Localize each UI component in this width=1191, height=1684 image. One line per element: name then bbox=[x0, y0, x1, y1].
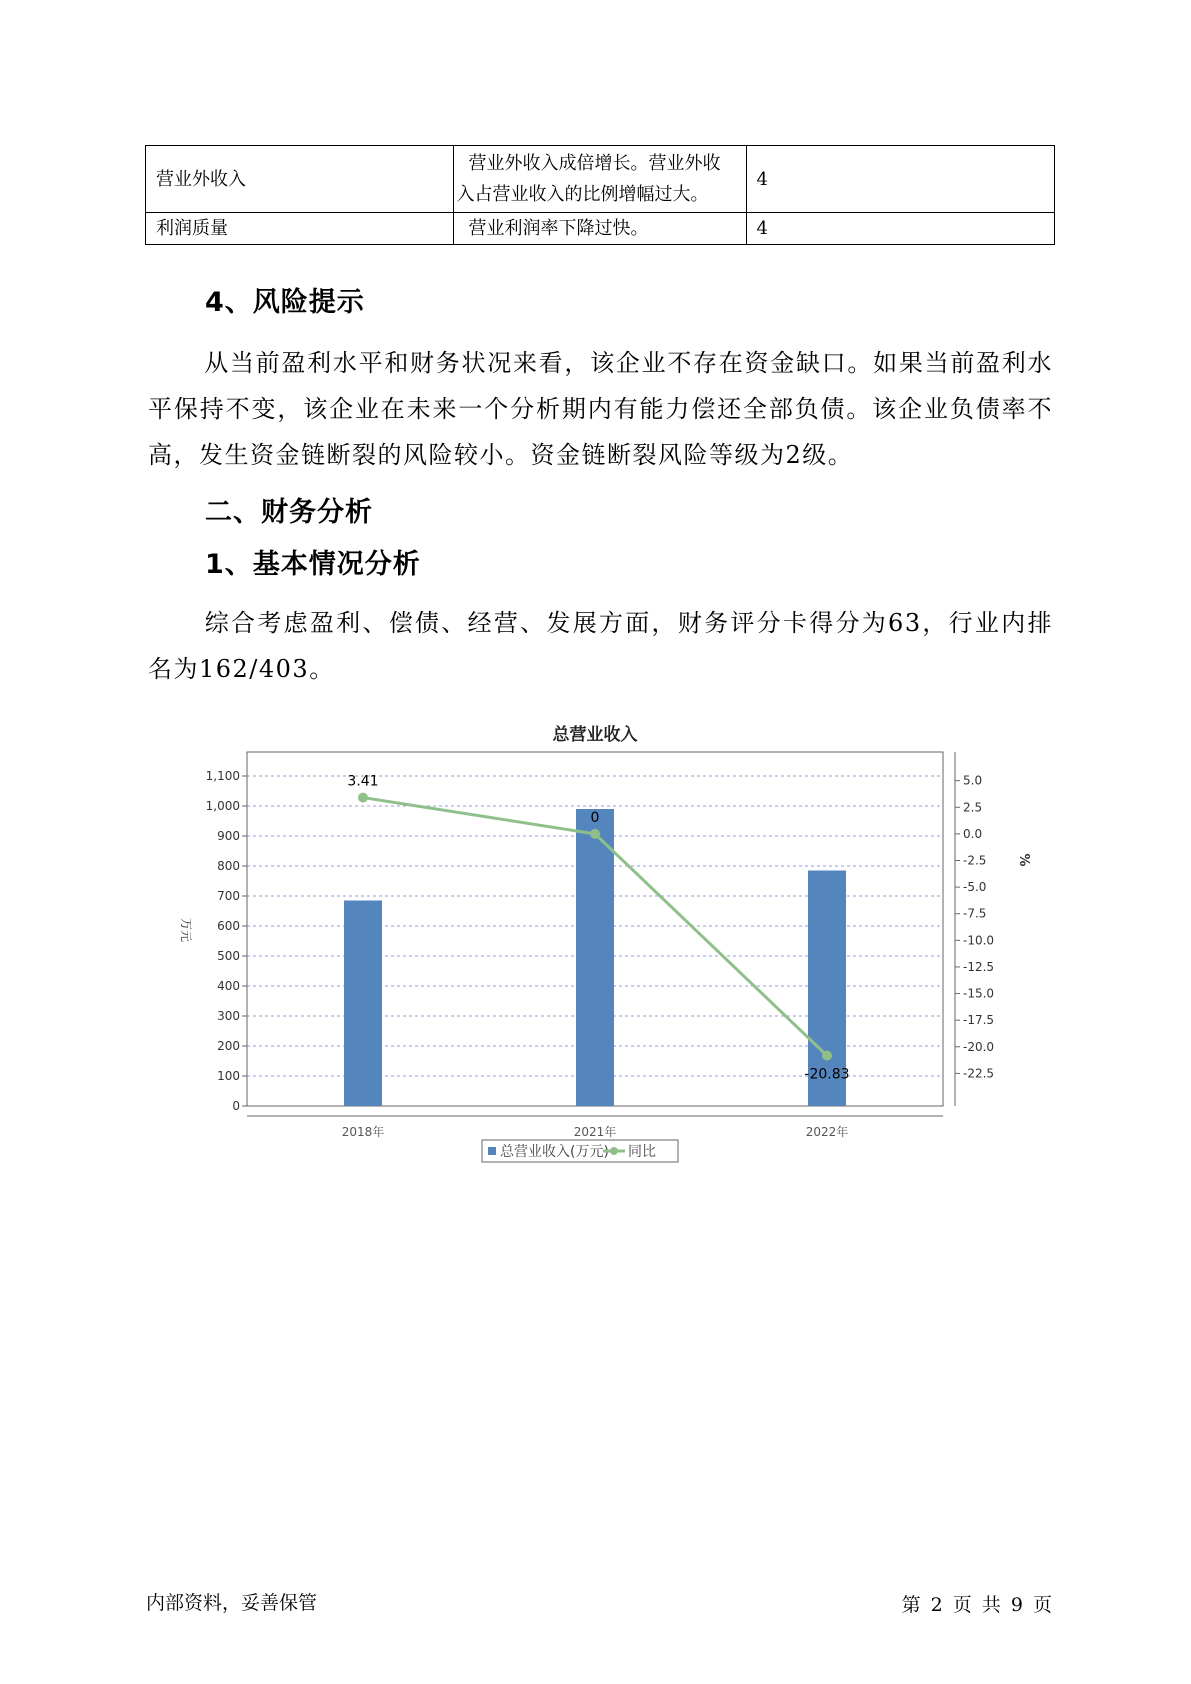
table-cell-item: 营业外收入 bbox=[146, 146, 454, 213]
y-tick-label: 200 bbox=[217, 1039, 240, 1053]
y-tick-label: 0 bbox=[232, 1099, 240, 1113]
page-number: 第 2 页 共 9 页 bbox=[901, 1594, 1054, 1616]
y-tick-label: 300 bbox=[217, 1009, 240, 1023]
y2-tick-label: -15.0 bbox=[963, 986, 995, 1001]
table-row bbox=[146, 146, 1055, 213]
legend-bar-swatch bbox=[488, 1147, 496, 1155]
x-tick-label: 2021年 bbox=[573, 1125, 617, 1139]
x-tick-label: 2018年 bbox=[341, 1125, 385, 1139]
desc-line: 入占营业收入的比例增幅过大。 bbox=[456, 184, 709, 205]
legend-line-label: 同比 bbox=[628, 1144, 656, 1160]
y-tick-label: 800 bbox=[217, 859, 240, 873]
y2-tick-label: -17.5 bbox=[963, 1013, 995, 1028]
y-tick-label: 400 bbox=[217, 979, 240, 993]
finance-paragraph-text: 综合考虑盈利、偿债、经营、发展方面，财务评分卡得分为63，行业内排名为162/403。 bbox=[148, 609, 1053, 683]
x-tick-label: 2022年 bbox=[805, 1125, 849, 1139]
data-label: 3.41 bbox=[347, 773, 379, 790]
y-tick-label: 100 bbox=[217, 1069, 240, 1083]
legend-line-marker bbox=[610, 1147, 618, 1155]
desc-line: 营业利润率下降过快。 bbox=[468, 217, 649, 239]
footer-note: 内部资料，妥善保管 bbox=[146, 1592, 318, 1614]
finance-paragraph bbox=[148, 600, 1053, 692]
table-row bbox=[146, 213, 1055, 245]
table-cell-desc bbox=[454, 146, 746, 213]
revenue-chart bbox=[170, 715, 1030, 1175]
data-label: -20.83 bbox=[804, 1066, 850, 1083]
y2-tick-label: -10.0 bbox=[963, 933, 995, 948]
y-tick-label: 500 bbox=[217, 949, 240, 963]
y2-tick-label: 5.0 bbox=[963, 773, 983, 788]
y-tick-label: 1,100 bbox=[205, 769, 240, 783]
y2-tick-label: -7.5 bbox=[963, 906, 987, 921]
table-cell-score: 4 bbox=[746, 146, 1054, 213]
risk-paragraph bbox=[148, 340, 1053, 478]
sub-heading-basic: 1、基本情况分析 bbox=[205, 549, 421, 580]
risk-paragraph-text: 从当前盈利水平和财务状况来看，该企业不存在资金缺口。如果当前盈利水平保持不变，该企业在未来一个分析期内有能力偿还全部负债。该企业负债率不高，发生资金链断裂的风险较小。资金链断裂风险等级为2级。 bbox=[148, 349, 1053, 469]
y2-axis-label: % bbox=[1016, 853, 1030, 867]
table-cell-desc bbox=[454, 213, 746, 245]
y-tick-label: 900 bbox=[217, 829, 240, 843]
y-tick-label: 1,000 bbox=[205, 799, 240, 813]
section-heading-risk: 4、风险提示 bbox=[205, 287, 365, 318]
data-label: 0 bbox=[590, 809, 600, 826]
y-tick-label: 700 bbox=[217, 889, 240, 903]
y-tick-label: 600 bbox=[217, 919, 240, 933]
y2-tick-label: -20.0 bbox=[963, 1039, 995, 1054]
section-heading-finance: 二、财务分析 bbox=[205, 497, 373, 528]
y2-tick-label: -5.0 bbox=[963, 880, 987, 895]
line-point bbox=[822, 1051, 832, 1061]
y2-tick-label: -12.5 bbox=[963, 959, 995, 974]
table-cell-score: 4 bbox=[746, 213, 1054, 245]
line-point bbox=[590, 829, 600, 839]
desc-line: 营业外收入成倍增长。营业外收 bbox=[468, 153, 721, 174]
y2-tick-label: 0.0 bbox=[963, 826, 983, 841]
chart-title: 总营业收入 bbox=[552, 725, 638, 745]
y2-tick-label: -2.5 bbox=[963, 853, 987, 868]
line-point bbox=[358, 793, 368, 803]
table-cell-item: 利润质量 bbox=[146, 213, 454, 245]
risk-table bbox=[145, 145, 1055, 245]
y2-tick-label: -22.5 bbox=[963, 1066, 995, 1081]
y-axis-label: 万元 bbox=[179, 917, 193, 943]
bar bbox=[344, 901, 382, 1107]
legend-bar-label: 总营业收入(万元) bbox=[500, 1144, 609, 1160]
revenue-chart-svg bbox=[170, 715, 1030, 1175]
bar bbox=[576, 809, 614, 1106]
y2-tick-label: 2.5 bbox=[963, 800, 983, 815]
